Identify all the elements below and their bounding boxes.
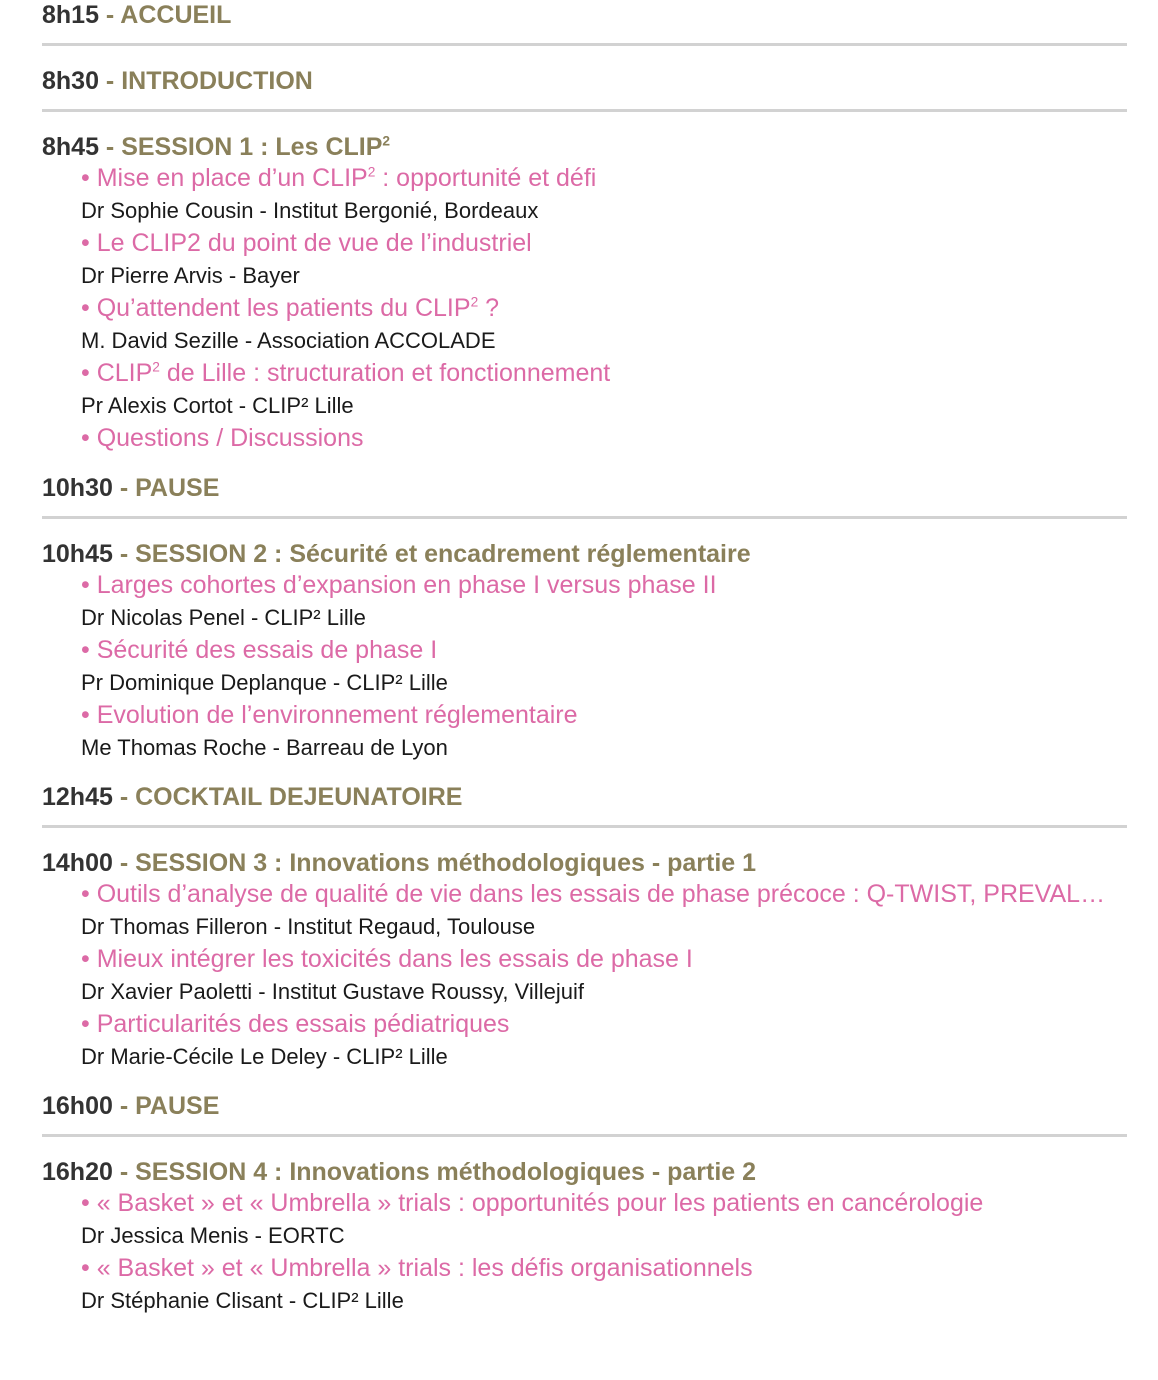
- talk-title: [81, 1252, 1158, 1285]
- section-gap: [42, 1317, 1158, 1335]
- bullet-icon: •: [81, 164, 97, 192]
- agenda-slot: [42, 782, 1158, 828]
- talk-title: [81, 634, 1158, 667]
- talk-title-text: « Basket » et « Umbrella » trials : opportunités pour les patients en cancérologie: [96, 1189, 984, 1217]
- talk-title: [81, 569, 1158, 602]
- agenda-slot: [42, 1091, 1158, 1137]
- slot-time: 8h45: [42, 133, 99, 161]
- talk-title: [81, 422, 1158, 455]
- slot-time: 10h45: [42, 540, 113, 568]
- bullet-icon: •: [81, 1254, 97, 1282]
- slot-separator: -: [112, 540, 136, 568]
- slot-title: PAUSE: [135, 474, 220, 502]
- slot-heading: [42, 1157, 1158, 1187]
- bullet-icon: •: [81, 636, 97, 664]
- bullet-icon: •: [81, 880, 97, 908]
- slot-heading: [42, 782, 1158, 812]
- talk-title: [81, 878, 1158, 911]
- bullet-icon: •: [81, 229, 97, 257]
- talk-item: [81, 699, 1158, 764]
- agenda-slot: [42, 1157, 1158, 1335]
- talk-title: [81, 292, 1158, 325]
- talk-title: [81, 699, 1158, 732]
- slot-title: COCKTAIL DEJEUNATOIRE: [135, 783, 463, 811]
- talk-speaker: Dr Pierre Arvis - Bayer: [81, 263, 300, 288]
- talk-title: [81, 1187, 1158, 1220]
- section-divider: [42, 1134, 1127, 1137]
- talk-speaker: Pr Alexis Cortot - CLIP² Lille: [81, 393, 354, 418]
- talk-item: [81, 878, 1158, 943]
- slot-time: 8h15: [42, 1, 99, 29]
- bullet-icon: •: [81, 294, 97, 322]
- talk-speaker: Dr Marie-Cécile Le Deley - CLIP² Lille: [81, 1044, 448, 1069]
- bullet-icon: •: [81, 701, 97, 729]
- slot-time: 14h00: [42, 849, 113, 877]
- talk-title-text: Mise en place d’un CLIP$^2$ : opportunité et défi: [96, 164, 597, 192]
- section-divider: [42, 825, 1127, 828]
- slot-time: 10h30: [42, 474, 113, 502]
- slot-title: SESSION 4 : Innovations méthodologiques - partie 2: [135, 1158, 757, 1186]
- talk-speaker: Me Thomas Roche - Barreau de Lyon: [81, 735, 448, 760]
- talk-item: [81, 292, 1158, 357]
- talk-speaker: M. David Sezille - Association ACCOLADE: [81, 328, 496, 353]
- talk-speaker: Dr Jessica Menis - EORTC: [81, 1223, 345, 1248]
- section-divider: [42, 109, 1127, 112]
- slot-title: ACCUEIL: [120, 1, 232, 29]
- slot-separator: -: [112, 783, 136, 811]
- talk-title-text: Qu’attendent les patients du CLIP$^2$ ?: [96, 294, 500, 322]
- slot-heading: [42, 1091, 1158, 1121]
- slot-time: 8h30: [42, 67, 99, 95]
- talk-title: [81, 162, 1158, 195]
- bullet-icon: •: [81, 359, 97, 387]
- section-gap: [42, 455, 1158, 473]
- talk-speaker: Dr Sophie Cousin - Institut Bergonié, Bordeaux: [81, 198, 539, 223]
- talk-speaker: Dr Nicolas Penel - CLIP² Lille: [81, 605, 366, 630]
- program-agenda: [42, 0, 1158, 1335]
- talk-title-text: « Basket » et « Umbrella » trials : les défis organisationnels: [96, 1254, 753, 1282]
- agenda-slot: [42, 473, 1158, 519]
- talk-title-text: Particularités des essais pédiatriques: [96, 1010, 510, 1038]
- talk-title-text: Questions / Discussions: [96, 424, 364, 452]
- slot-separator: -: [112, 1092, 136, 1120]
- talk-title: [81, 357, 1158, 390]
- slot-time: 16h00: [42, 1092, 113, 1120]
- talk-item: [81, 422, 1158, 455]
- section-gap: [42, 1073, 1158, 1091]
- talk-item: [81, 634, 1158, 699]
- slot-separator: -: [98, 67, 122, 95]
- talk-title: [81, 943, 1158, 976]
- talk-speaker: Dr Stéphanie Clisant - CLIP² Lille: [81, 1288, 404, 1313]
- talk-item: [81, 1252, 1158, 1317]
- section-gap: [42, 764, 1158, 782]
- slot-heading: [42, 848, 1158, 878]
- talk-title: [81, 227, 1158, 260]
- slot-separator: -: [112, 849, 136, 877]
- slot-separator: -: [112, 474, 136, 502]
- slot-title: INTRODUCTION: [121, 67, 313, 95]
- slot-heading: [42, 539, 1158, 569]
- slot-time: 16h20: [42, 1158, 113, 1186]
- talk-title-text: CLIP$^2$ de Lille : structuration et fonctionnement: [96, 359, 611, 387]
- talk-title-text: Outils d’analyse de qualité de vie dans les essais de phase précoce : Q-TWIST, PREVAL…: [96, 880, 1106, 908]
- agenda-slot: [42, 132, 1158, 473]
- talk-item: [81, 569, 1158, 634]
- talk-title-text: Mieux intégrer les toxicités dans les essais de phase I: [96, 945, 693, 973]
- talk-title: [81, 1008, 1158, 1041]
- bullet-icon: •: [81, 571, 97, 599]
- agenda-slot: [42, 66, 1158, 112]
- talk-speaker: Pr Dominique Deplanque - CLIP² Lille: [81, 670, 448, 695]
- talk-title-text: Le CLIP2 du point de vue de l’industriel: [96, 229, 532, 257]
- slot-title: SESSION 3 : Innovations méthodologiques - partie 1: [135, 849, 757, 877]
- talk-title-text: Sécurité des essais de phase I: [96, 636, 438, 664]
- slot-heading: [42, 66, 1158, 96]
- talk-item: [81, 357, 1158, 422]
- slot-separator: -: [112, 1158, 136, 1186]
- talk-speaker: Dr Thomas Filleron - Institut Regaud, Toulouse: [81, 914, 536, 939]
- slot-heading: [42, 473, 1158, 503]
- slot-title: SESSION 1 : Les CLIP$^2$: [121, 133, 391, 161]
- bullet-icon: •: [81, 1010, 97, 1038]
- talk-item: [81, 162, 1158, 227]
- talk-item: [81, 1008, 1158, 1073]
- agenda-slot: [42, 0, 1158, 46]
- slot-heading: [42, 0, 1158, 30]
- slot-separator: -: [98, 133, 122, 161]
- talk-title-text: Evolution de l’environnement réglementaire: [96, 701, 578, 729]
- talk-item: [81, 943, 1158, 1008]
- slot-title: PAUSE: [135, 1092, 220, 1120]
- agenda-slot: [42, 848, 1158, 1091]
- talk-speaker: Dr Xavier Paoletti - Institut Gustave Roussy, Villejuif: [81, 979, 584, 1004]
- slot-time: 12h45: [42, 783, 113, 811]
- section-divider: [42, 43, 1127, 46]
- talk-item: [81, 227, 1158, 292]
- bullet-icon: •: [81, 945, 97, 973]
- talk-title-text: Larges cohortes d’expansion en phase I versus phase II: [96, 571, 717, 599]
- slot-title: SESSION 2 : Sécurité et encadrement réglementaire: [135, 540, 751, 568]
- slot-heading: [42, 132, 1158, 162]
- agenda-slot: [42, 539, 1158, 782]
- section-divider: [42, 516, 1127, 519]
- slot-separator: -: [98, 1, 121, 29]
- bullet-icon: •: [81, 1189, 97, 1217]
- bullet-icon: •: [81, 424, 97, 452]
- talk-item: [81, 1187, 1158, 1252]
